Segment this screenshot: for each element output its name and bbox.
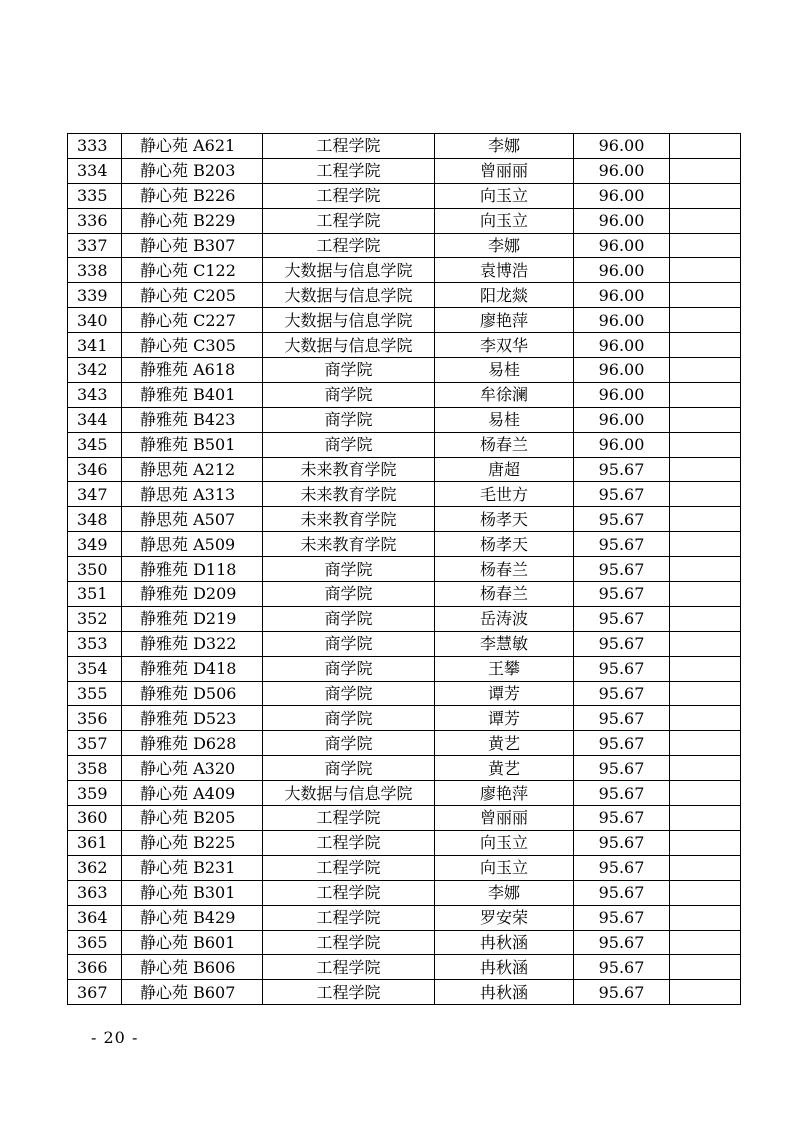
row-index-cell: 337: [68, 233, 122, 258]
counselor-name-cell: 冉秋涵: [435, 930, 574, 955]
room-cell: 静心苑 B231: [122, 855, 263, 880]
row-index-cell: 349: [68, 532, 122, 557]
note-cell: [670, 631, 741, 656]
row-index-cell: 346: [68, 457, 122, 482]
score-cell: 96.00: [574, 183, 670, 208]
table-row: [68, 432, 741, 457]
score-cell: 95.67: [574, 955, 670, 980]
room-cell: 静心苑 B301: [122, 880, 263, 905]
note-cell: [670, 457, 741, 482]
score-cell: 95.67: [574, 507, 670, 532]
table-row: [68, 631, 741, 656]
row-index-cell: 339: [68, 283, 122, 308]
note-cell: [670, 955, 741, 980]
counselor-name-cell: 岳涛波: [435, 606, 574, 631]
counselor-name-cell: 杨孝天: [435, 507, 574, 532]
row-index-cell: 358: [68, 756, 122, 781]
note-cell: [670, 557, 741, 582]
counselor-name-cell: 黄艺: [435, 756, 574, 781]
dormitory-score-table-container: [67, 133, 740, 1005]
counselor-name-cell: 向玉立: [435, 208, 574, 233]
counselor-name-cell: 冉秋涵: [435, 980, 574, 1005]
note-cell: [670, 333, 741, 358]
note-cell: [670, 731, 741, 756]
row-index-cell: 357: [68, 731, 122, 756]
counselor-name-cell: 黄艺: [435, 731, 574, 756]
table-row: [68, 781, 741, 806]
room-cell: 静雅苑 D418: [122, 656, 263, 681]
row-index-cell: 334: [68, 158, 122, 183]
note-cell: [670, 507, 741, 532]
table-row: [68, 806, 741, 831]
note-cell: [670, 781, 741, 806]
college-cell: 工程学院: [263, 955, 435, 980]
counselor-name-cell: 谭芳: [435, 681, 574, 706]
row-index-cell: 359: [68, 781, 122, 806]
college-cell: 大数据与信息学院: [263, 283, 435, 308]
table-row: [68, 183, 741, 208]
college-cell: 未来教育学院: [263, 457, 435, 482]
score-cell: 96.00: [574, 134, 670, 159]
score-cell: 95.67: [574, 980, 670, 1005]
counselor-name-cell: 牟徐澜: [435, 382, 574, 407]
score-cell: 96.00: [574, 158, 670, 183]
note-cell: [670, 382, 741, 407]
college-cell: 工程学院: [263, 806, 435, 831]
score-cell: 95.67: [574, 457, 670, 482]
counselor-name-cell: 曾丽丽: [435, 806, 574, 831]
note-cell: [670, 233, 741, 258]
college-cell: 未来教育学院: [263, 532, 435, 557]
table-row: [68, 905, 741, 930]
row-index-cell: 355: [68, 681, 122, 706]
college-cell: 工程学院: [263, 855, 435, 880]
row-index-cell: 352: [68, 606, 122, 631]
table-row: [68, 756, 741, 781]
row-index-cell: 341: [68, 333, 122, 358]
room-cell: 静心苑 C122: [122, 258, 263, 283]
row-index-cell: 340: [68, 308, 122, 333]
row-index-cell: 348: [68, 507, 122, 532]
score-cell: 95.67: [574, 681, 670, 706]
note-cell: [670, 158, 741, 183]
row-index-cell: 343: [68, 382, 122, 407]
table-row: [68, 208, 741, 233]
college-cell: 商学院: [263, 557, 435, 582]
note-cell: [670, 980, 741, 1005]
table-row: [68, 457, 741, 482]
counselor-name-cell: 袁博浩: [435, 258, 574, 283]
table-row: [68, 830, 741, 855]
row-index-cell: 353: [68, 631, 122, 656]
score-cell: 96.00: [574, 333, 670, 358]
college-cell: 工程学院: [263, 880, 435, 905]
table-row: [68, 358, 741, 383]
college-cell: 未来教育学院: [263, 482, 435, 507]
note-cell: [670, 905, 741, 930]
room-cell: 静雅苑 D219: [122, 606, 263, 631]
counselor-name-cell: 易桂: [435, 407, 574, 432]
room-cell: 静雅苑 B423: [122, 407, 263, 432]
counselor-name-cell: 冉秋涵: [435, 955, 574, 980]
counselor-name-cell: 李娜: [435, 880, 574, 905]
note-cell: [670, 806, 741, 831]
room-cell: 静心苑 C205: [122, 283, 263, 308]
room-cell: 静雅苑 D628: [122, 731, 263, 756]
room-cell: 静雅苑 D209: [122, 582, 263, 607]
table-row: [68, 507, 741, 532]
row-index-cell: 363: [68, 880, 122, 905]
room-cell: 静心苑 B205: [122, 806, 263, 831]
row-index-cell: 356: [68, 706, 122, 731]
counselor-name-cell: 杨春兰: [435, 557, 574, 582]
note-cell: [670, 432, 741, 457]
score-cell: 95.67: [574, 905, 670, 930]
college-cell: 未来教育学院: [263, 507, 435, 532]
table-row: [68, 134, 741, 159]
row-index-cell: 351: [68, 582, 122, 607]
college-cell: 商学院: [263, 656, 435, 681]
college-cell: 大数据与信息学院: [263, 258, 435, 283]
score-cell: 95.67: [574, 781, 670, 806]
room-cell: 静心苑 B606: [122, 955, 263, 980]
college-cell: 商学院: [263, 756, 435, 781]
note-cell: [670, 308, 741, 333]
note-cell: [670, 930, 741, 955]
table-row: [68, 158, 741, 183]
counselor-name-cell: 王攀: [435, 656, 574, 681]
score-cell: 95.67: [574, 855, 670, 880]
score-cell: 95.67: [574, 731, 670, 756]
counselor-name-cell: 唐超: [435, 457, 574, 482]
counselor-name-cell: 毛世方: [435, 482, 574, 507]
room-cell: 静雅苑 B401: [122, 382, 263, 407]
college-cell: 商学院: [263, 382, 435, 407]
row-index-cell: 361: [68, 830, 122, 855]
room-cell: 静心苑 A320: [122, 756, 263, 781]
score-cell: 96.00: [574, 382, 670, 407]
row-index-cell: 336: [68, 208, 122, 233]
row-index-cell: 367: [68, 980, 122, 1005]
score-cell: 95.67: [574, 606, 670, 631]
table-row: [68, 333, 741, 358]
college-cell: 工程学院: [263, 183, 435, 208]
note-cell: [670, 855, 741, 880]
college-cell: 商学院: [263, 731, 435, 756]
table-row: [68, 980, 741, 1005]
note-cell: [670, 134, 741, 159]
table-row: [68, 482, 741, 507]
row-index-cell: 354: [68, 656, 122, 681]
note-cell: [670, 358, 741, 383]
score-cell: 95.67: [574, 930, 670, 955]
room-cell: 静心苑 B307: [122, 233, 263, 258]
room-cell: 静雅苑 D118: [122, 557, 263, 582]
table-row: [68, 656, 741, 681]
score-cell: 95.67: [574, 482, 670, 507]
note-cell: [670, 582, 741, 607]
room-cell: 静心苑 A409: [122, 781, 263, 806]
score-cell: 95.67: [574, 706, 670, 731]
score-cell: 95.67: [574, 557, 670, 582]
counselor-name-cell: 曾丽丽: [435, 158, 574, 183]
college-cell: 工程学院: [263, 930, 435, 955]
table-row: [68, 407, 741, 432]
note-cell: [670, 407, 741, 432]
room-cell: 静心苑 C227: [122, 308, 263, 333]
counselor-name-cell: 向玉立: [435, 183, 574, 208]
row-index-cell: 350: [68, 557, 122, 582]
note-cell: [670, 208, 741, 233]
row-index-cell: 366: [68, 955, 122, 980]
college-cell: 工程学院: [263, 208, 435, 233]
row-index-cell: 364: [68, 905, 122, 930]
room-cell: 静思苑 A212: [122, 457, 263, 482]
counselor-name-cell: 向玉立: [435, 830, 574, 855]
college-cell: 商学院: [263, 681, 435, 706]
score-cell: 96.00: [574, 407, 670, 432]
table-row: [68, 532, 741, 557]
room-cell: 静心苑 B229: [122, 208, 263, 233]
table-row: [68, 706, 741, 731]
note-cell: [670, 830, 741, 855]
college-cell: 商学院: [263, 606, 435, 631]
note-cell: [670, 756, 741, 781]
counselor-name-cell: 阳龙燚: [435, 283, 574, 308]
row-index-cell: 345: [68, 432, 122, 457]
room-cell: 静雅苑 D523: [122, 706, 263, 731]
college-cell: 商学院: [263, 358, 435, 383]
note-cell: [670, 706, 741, 731]
room-cell: 静思苑 A509: [122, 532, 263, 557]
table-row: [68, 731, 741, 756]
note-cell: [670, 482, 741, 507]
college-cell: 商学院: [263, 706, 435, 731]
note-cell: [670, 283, 741, 308]
row-index-cell: 362: [68, 855, 122, 880]
counselor-name-cell: 杨孝天: [435, 532, 574, 557]
table-row: [68, 681, 741, 706]
college-cell: 工程学院: [263, 980, 435, 1005]
college-cell: 商学院: [263, 582, 435, 607]
counselor-name-cell: 李双华: [435, 333, 574, 358]
room-cell: 静心苑 B225: [122, 830, 263, 855]
counselor-name-cell: 廖艳萍: [435, 781, 574, 806]
row-index-cell: 365: [68, 930, 122, 955]
counselor-name-cell: 杨春兰: [435, 432, 574, 457]
score-cell: 96.00: [574, 208, 670, 233]
counselor-name-cell: 向玉立: [435, 855, 574, 880]
college-cell: 工程学院: [263, 830, 435, 855]
row-index-cell: 342: [68, 358, 122, 383]
college-cell: 工程学院: [263, 905, 435, 930]
row-index-cell: 360: [68, 806, 122, 831]
table-row: [68, 930, 741, 955]
counselor-name-cell: 李慧敏: [435, 631, 574, 656]
score-cell: 95.67: [574, 756, 670, 781]
counselor-name-cell: 易桂: [435, 358, 574, 383]
score-cell: 96.00: [574, 358, 670, 383]
room-cell: 静心苑 B226: [122, 183, 263, 208]
score-cell: 96.00: [574, 308, 670, 333]
counselor-name-cell: 廖艳萍: [435, 308, 574, 333]
row-index-cell: 338: [68, 258, 122, 283]
room-cell: 静心苑 B601: [122, 930, 263, 955]
note-cell: [670, 681, 741, 706]
college-cell: 商学院: [263, 407, 435, 432]
table-row: [68, 308, 741, 333]
table-row: [68, 258, 741, 283]
college-cell: 大数据与信息学院: [263, 781, 435, 806]
note-cell: [670, 880, 741, 905]
room-cell: 静雅苑 D322: [122, 631, 263, 656]
page-number: - 20 -: [91, 1028, 139, 1047]
score-cell: 96.00: [574, 283, 670, 308]
score-cell: 95.67: [574, 656, 670, 681]
table-row: [68, 557, 741, 582]
table-row: [68, 855, 741, 880]
college-cell: 工程学院: [263, 158, 435, 183]
table-row: [68, 382, 741, 407]
college-cell: 商学院: [263, 432, 435, 457]
score-cell: 96.00: [574, 233, 670, 258]
room-cell: 静雅苑 D506: [122, 681, 263, 706]
room-cell: 静心苑 C305: [122, 333, 263, 358]
college-cell: 工程学院: [263, 134, 435, 159]
note-cell: [670, 656, 741, 681]
dormitory-score-table: [67, 133, 741, 1005]
counselor-name-cell: 杨春兰: [435, 582, 574, 607]
counselor-name-cell: 李娜: [435, 134, 574, 159]
score-cell: 96.00: [574, 258, 670, 283]
table-row: [68, 582, 741, 607]
row-index-cell: 344: [68, 407, 122, 432]
room-cell: 静心苑 A621: [122, 134, 263, 159]
college-cell: 大数据与信息学院: [263, 308, 435, 333]
score-cell: 95.67: [574, 631, 670, 656]
score-cell: 95.67: [574, 532, 670, 557]
college-cell: 商学院: [263, 631, 435, 656]
row-index-cell: 347: [68, 482, 122, 507]
room-cell: 静心苑 B607: [122, 980, 263, 1005]
note-cell: [670, 606, 741, 631]
room-cell: 静思苑 A507: [122, 507, 263, 532]
college-cell: 工程学院: [263, 233, 435, 258]
table-row: [68, 880, 741, 905]
row-index-cell: 333: [68, 134, 122, 159]
note-cell: [670, 183, 741, 208]
room-cell: 静心苑 B203: [122, 158, 263, 183]
table-row: [68, 955, 741, 980]
score-cell: 95.67: [574, 582, 670, 607]
room-cell: 静思苑 A313: [122, 482, 263, 507]
room-cell: 静雅苑 B501: [122, 432, 263, 457]
score-cell: 95.67: [574, 880, 670, 905]
counselor-name-cell: 李娜: [435, 233, 574, 258]
room-cell: 静心苑 B429: [122, 905, 263, 930]
room-cell: 静雅苑 A618: [122, 358, 263, 383]
table-row: [68, 606, 741, 631]
row-index-cell: 335: [68, 183, 122, 208]
note-cell: [670, 532, 741, 557]
score-cell: 96.00: [574, 432, 670, 457]
table-row: [68, 233, 741, 258]
counselor-name-cell: 谭芳: [435, 706, 574, 731]
score-cell: 95.67: [574, 830, 670, 855]
college-cell: 大数据与信息学院: [263, 333, 435, 358]
score-cell: 95.67: [574, 806, 670, 831]
note-cell: [670, 258, 741, 283]
table-row: [68, 283, 741, 308]
table-body: [68, 134, 741, 1005]
counselor-name-cell: 罗安荣: [435, 905, 574, 930]
